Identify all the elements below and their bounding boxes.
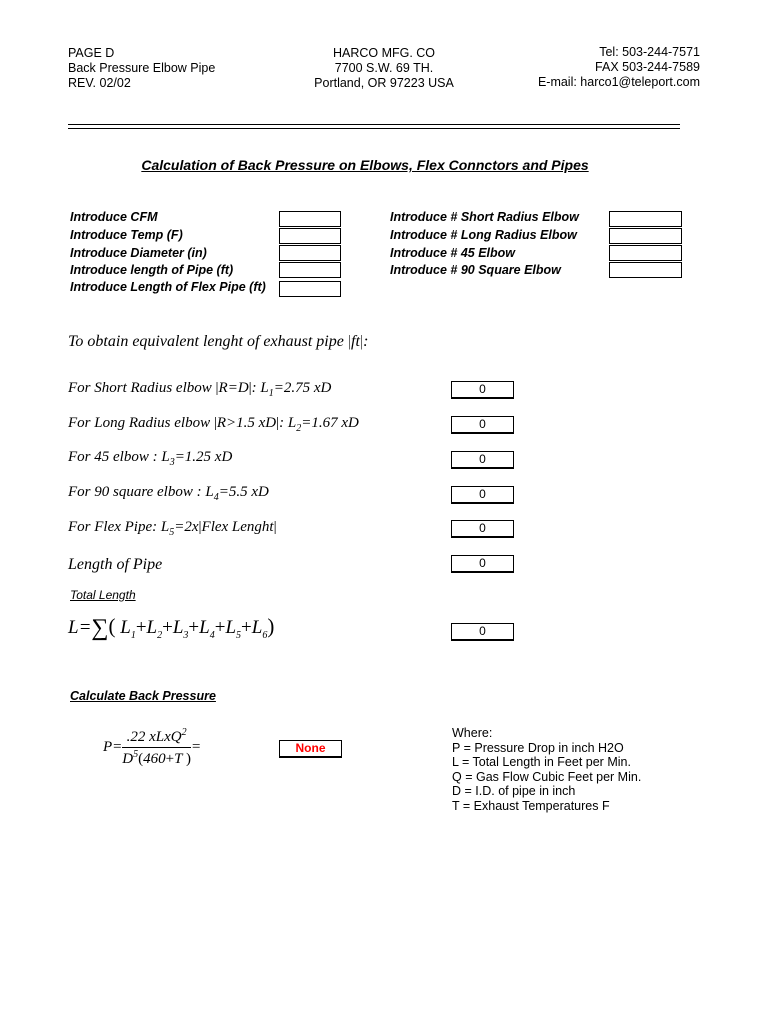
input-label-short-radius: Introduce # Short Radius Elbow bbox=[390, 210, 579, 224]
page-title: Calculation of Back Pressure on Elbows, Flex Connctors and Pipes bbox=[141, 157, 589, 173]
elbow-45-input[interactable] bbox=[609, 245, 682, 261]
input-label-flex-length: Introduce Length of Flex Pipe (ft) bbox=[70, 280, 266, 294]
pipe-length-result: 0 bbox=[451, 555, 514, 573]
company-name: HARCO MFG. CO bbox=[332, 46, 436, 60]
input-label-diameter: Introduce Diameter (in) bbox=[70, 246, 207, 260]
input-label-90-elbow: Introduce # 90 Square Elbow bbox=[390, 263, 561, 277]
where-l: L = Total Length in Feet per Min. bbox=[452, 755, 631, 770]
header-center bbox=[284, 46, 484, 91]
fax: FAX 503-244-7589 bbox=[595, 60, 700, 74]
where-d: D = I.D. of pipe in inch bbox=[452, 784, 576, 799]
company-city: Portland, OR 97223 USA bbox=[314, 76, 454, 90]
length-of-pipe-label: Length of Pipe bbox=[68, 556, 163, 573]
input-label-cfm: Introduce CFM bbox=[70, 210, 158, 224]
short-radius-input[interactable] bbox=[609, 211, 682, 227]
cfm-input[interactable] bbox=[279, 211, 341, 227]
header-right bbox=[538, 45, 700, 90]
formula-90-elbow: For 90 square elbow : $L_4=5.5$ xD bbox=[68, 484, 269, 503]
back-pressure-result: None bbox=[279, 740, 342, 758]
back-pressure-formula: P= $\frac{.22 xLxQ^2}{D^5(460+T )}$ = bbox=[103, 727, 202, 767]
header-rule-bottom bbox=[68, 128, 680, 129]
input-label-long-radius: Introduce # Long Radius Elbow bbox=[390, 228, 577, 242]
phone: Tel: 503-244-7571 bbox=[599, 45, 700, 59]
document-title: Back Pressure Elbow Pipe bbox=[68, 61, 216, 75]
total-length-label: Total Length bbox=[70, 588, 136, 602]
formula-long-radius: For Long Radius elbow |R>1.5 xD|: $L_2=1.67$ xD bbox=[68, 415, 359, 434]
where-legend bbox=[452, 726, 641, 814]
elbow-90-input[interactable] bbox=[609, 262, 682, 278]
total-length-formula: L=∑( $L_1+L_2+L_3+L_4+L_5+L_6$) bbox=[68, 614, 275, 641]
revision: REV. 02/02 bbox=[68, 76, 131, 90]
flex-pipe-result: 0 bbox=[451, 520, 514, 538]
equivalent-length-intro: To obtain equivalent lenght of exhaust pipe |ft|: bbox=[68, 333, 369, 350]
diameter-input[interactable] bbox=[279, 245, 341, 261]
elbow-45-result: 0 bbox=[451, 451, 514, 469]
elbow-90-result: 0 bbox=[451, 486, 514, 504]
header-left bbox=[68, 46, 215, 91]
temp-input[interactable] bbox=[279, 228, 341, 244]
long-radius-result: 0 bbox=[451, 416, 514, 434]
flex-length-input[interactable] bbox=[279, 281, 341, 297]
formula-45-elbow: For 45 elbow : $L_3=1.25$ xD bbox=[68, 449, 233, 468]
email: E-mail: harco1@teleport.com bbox=[537, 75, 700, 89]
formula-short-radius: For Short Radius elbow |R=D|: $L_1=2.75$ xD bbox=[68, 380, 332, 399]
input-label-temp: Introduce Temp (F) bbox=[70, 228, 183, 242]
back-pressure-fraction: $\frac{.22 xLxQ^2}{D^5(460+T )}$ bbox=[122, 727, 191, 767]
long-radius-input[interactable] bbox=[609, 228, 682, 244]
where-t: T = Exhaust Temperatures F bbox=[452, 798, 610, 813]
input-label-45-elbow: Introduce # 45 Elbow bbox=[390, 246, 516, 260]
where-p: P = Pressure Drop in inch H2O bbox=[452, 740, 624, 755]
back-pressure-heading: Calculate Back Pressure bbox=[70, 689, 216, 703]
formula-flex-pipe: For Flex Pipe: $L_5=2x|Flex$ Lenght| bbox=[68, 519, 277, 538]
input-label-pipe-length: Introduce length of Pipe (ft) bbox=[70, 263, 234, 277]
short-radius-result: 0 bbox=[451, 381, 514, 399]
where-heading: Where: bbox=[452, 726, 493, 740]
total-length-result: 0 bbox=[451, 623, 514, 641]
pipe-length-input[interactable] bbox=[279, 262, 341, 278]
where-q: Q = Gas Flow Cubic Feet per Min. bbox=[452, 769, 642, 784]
header-rule-top bbox=[68, 124, 680, 125]
page-label: PAGE D bbox=[68, 46, 115, 60]
company-street: 7700 S.W. 69 TH. bbox=[334, 61, 434, 75]
